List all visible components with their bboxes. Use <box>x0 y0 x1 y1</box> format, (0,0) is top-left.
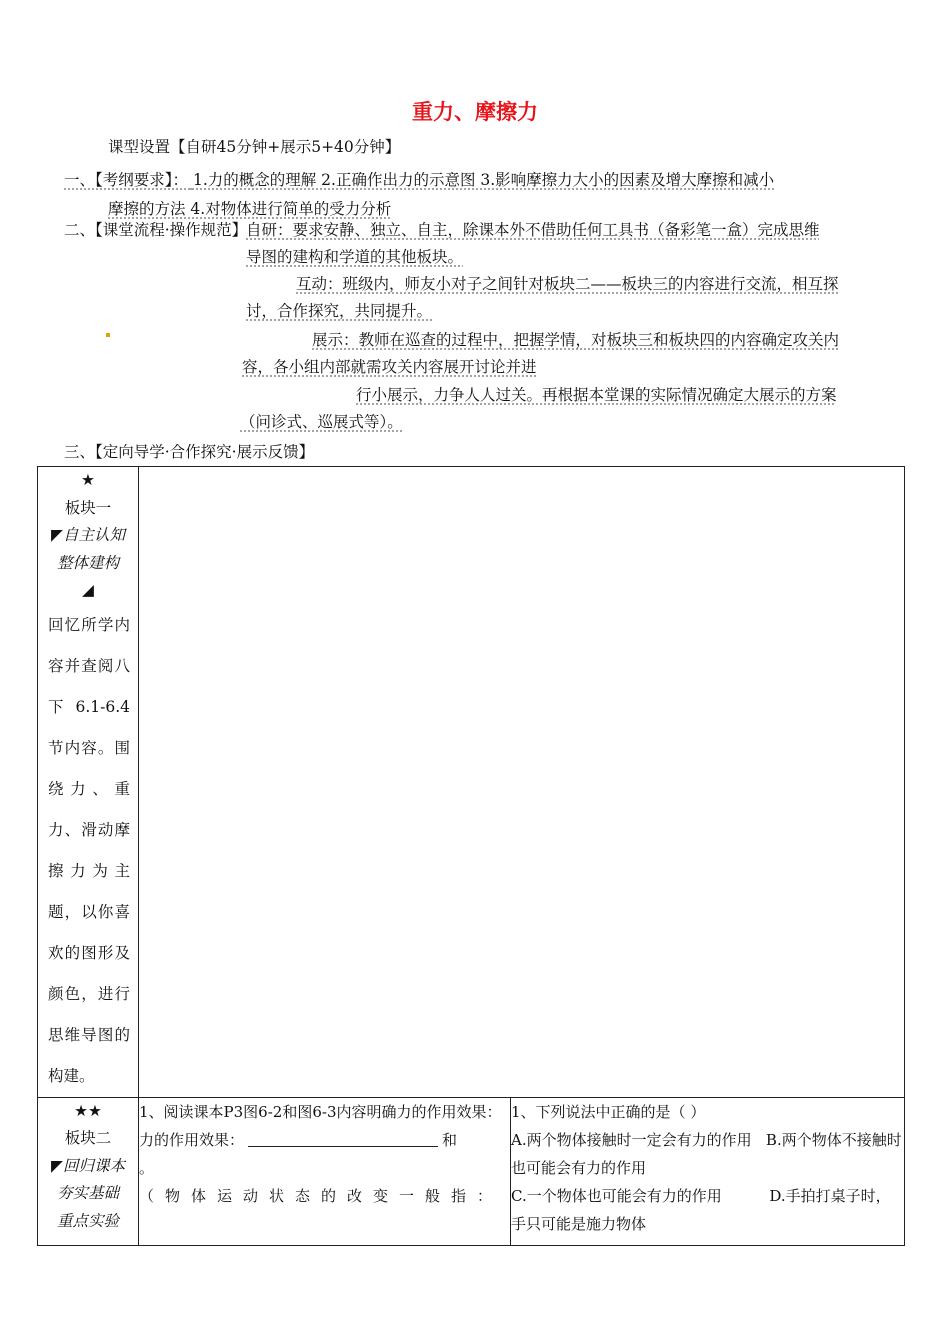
show-line1: 展示：教师在巡查的过程中，把握学情，对板块三和板块四的内容确定攻关内 <box>312 331 840 349</box>
section1-text-1: 1.力的概念的理解 2.正确作出力的示意图 3.影响摩擦力大小的因素及增大摩擦和减小 <box>192 171 775 189</box>
show-line2: 容，各小组内部就需攻关内容展开讨论并进 <box>242 358 537 376</box>
block1-side-cell <box>38 467 139 1098</box>
option-b[interactable]: B.两个物体不接触时也可能会有力的作用 <box>511 1130 902 1177</box>
interact-line2: 讨，合作探究，共同提升。 <box>246 302 433 320</box>
section1-text-2: 摩擦的方法 4.对物体进行简单的受力分析 <box>108 200 392 218</box>
self-study-line2: 导图的建构和学道的其他板块。 <box>246 248 464 266</box>
show-line4: （问诊式、巡展式等）。 <box>240 413 403 431</box>
force-effect-question: 1、阅读课本P3图6-2和图6-3内容明确力的作用效果： <box>139 1102 502 1121</box>
force-effect-and: 和 <box>442 1130 458 1149</box>
option-a[interactable]: A.两个物体接触时一定会有力的作用 <box>511 1130 752 1149</box>
block1-line: 绕 力 、 重 <box>48 779 130 798</box>
show-line3: 行小展示，力争人人过关。再根据本堂课的实际情况确定大展示的方案 <box>356 386 837 404</box>
block2-stars: ★★ <box>74 1101 102 1120</box>
block2-subtitle-3: 重点实验 <box>56 1211 119 1230</box>
block1-stars: ★ <box>81 471 95 489</box>
page-title: 重力、摩擦力 <box>412 100 538 124</box>
block1-subtitle-3: ◢ <box>82 581 94 599</box>
block2-left-cell <box>139 1097 511 1245</box>
mc-options-cd <box>511 1182 904 1238</box>
block1-line: 下 6.1-6.4 <box>48 697 130 716</box>
block2-subtitle-1: ◤回归课本 <box>51 1156 125 1175</box>
section1-line1 <box>64 168 774 190</box>
block1-line: 回忆所学内 <box>48 615 130 634</box>
block1-line: 题，以你喜 <box>48 902 130 921</box>
block1-subtitle-2: 整体建构 <box>56 553 119 572</box>
block2-subtitle-2: 夯实基础 <box>56 1184 119 1202</box>
block1-subtitle-1: ◤自主认知 <box>51 526 125 544</box>
motion-state-note: （物体运动状态的改变一般指： <box>139 1186 504 1205</box>
block2-row <box>38 1097 905 1245</box>
block1-line: 颜色，进行 <box>48 984 130 1003</box>
block1-row <box>38 467 905 1098</box>
option-d[interactable]: D.手拍打桌子时，手只可能是施力物体 <box>511 1186 891 1233</box>
section3-label: 三、【定向导学·合作探究·展示反馈】 <box>64 443 315 461</box>
block1-line: 思维导图的 <box>48 1025 130 1044</box>
block1-line: 欢的图形及 <box>48 943 130 962</box>
block1-name: 板块一 <box>64 498 112 517</box>
block2-side-cell <box>38 1097 139 1245</box>
block1-line: 构建。 <box>48 1066 95 1085</box>
mc-question-1: 1、下列说法中正确的是（ ） <box>511 1102 706 1121</box>
force-effect-period: 。 <box>139 1158 155 1177</box>
block2-name: 板块二 <box>64 1129 112 1147</box>
block1-instructions <box>38 605 138 1097</box>
block1-line: 容并查阅八 <box>48 656 130 675</box>
course-setting: 课型设置【自研45分钟+展示5+40分钟】 <box>108 138 401 156</box>
self-study-line1: 自研：要求安静、独立、自主，除课本外不借助任何工具书（备彩笔一盒）完成思维 <box>246 221 820 239</box>
option-c[interactable]: C.一个物体也可能会有力的作用 <box>511 1186 722 1205</box>
force-effect-line <box>139 1126 510 1154</box>
mc-options-ab <box>511 1126 904 1182</box>
block1-line: 力、滑动摩 <box>48 820 130 839</box>
section1-label: 一、【考纲要求】： <box>64 171 189 189</box>
block2-right-cell <box>511 1097 905 1245</box>
block1-line: 节内容。围 <box>48 738 130 757</box>
section2-label: 二、【课堂流程·操作规范】 <box>64 221 248 239</box>
interact-line1: 互动：班级内，师友小对子之间针对板块二——板块三的内容进行交流，相互探 <box>296 275 839 293</box>
force-effect-blank-1[interactable] <box>248 1128 438 1147</box>
force-effect-label: 力的作用效果： <box>139 1130 245 1149</box>
marker-dot <box>106 333 110 337</box>
guide-table <box>37 466 905 1246</box>
block1-line: 擦 力 为 主 <box>48 861 130 880</box>
mind-map-area[interactable] <box>139 467 905 1098</box>
